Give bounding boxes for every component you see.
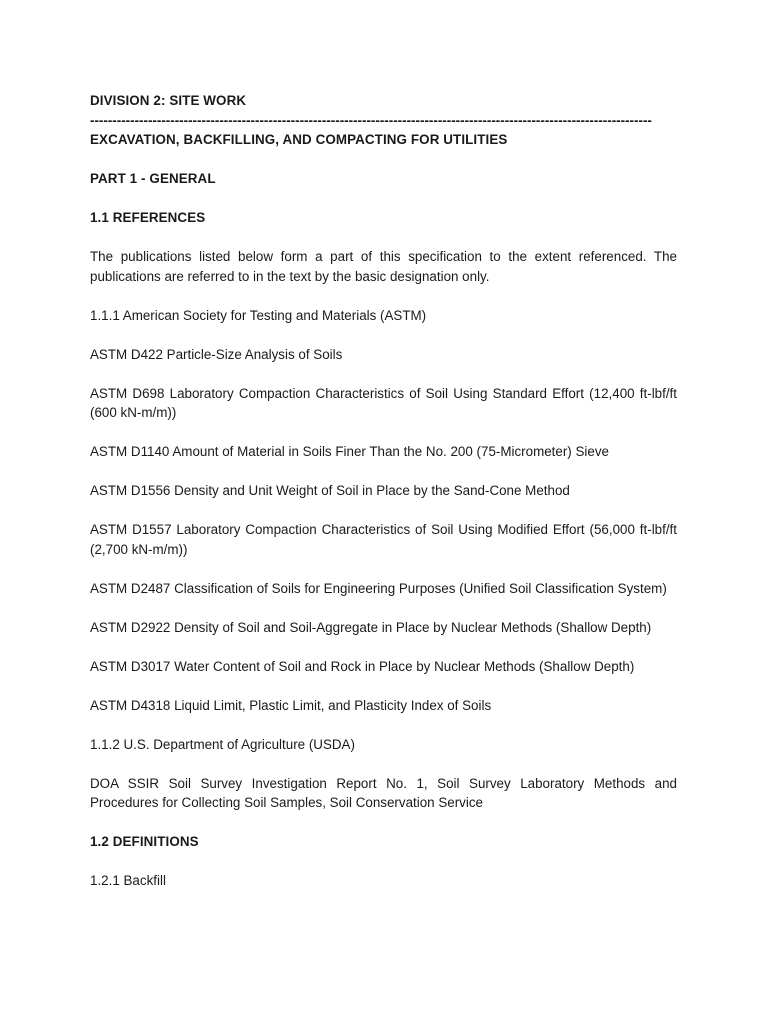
reference-item: ASTM D698 Laboratory Compaction Characteristics of Soil Using Standard Effort (12,400 ft-lbf/ft (600 kN-m/m)) [90, 385, 677, 420]
references-heading: 1.1 REFERENCES [90, 210, 206, 225]
reference-item: ASTM D2922 Density of Soil and Soil-Aggregate in Place by Nuclear Methods (Shallow Depth) [90, 619, 652, 635]
reference-item: ASTM D4318 Liquid Limit, Plastic Limit, and Plasticity Index of Soils [90, 697, 492, 713]
definitions-heading: 1.2 DEFINITIONS [90, 834, 199, 849]
document-page [90, 91, 677, 891]
reference-item: ASTM D3017 Water Content of Soil and Rock in Place by Nuclear Methods (Shallow Depth) [90, 658, 635, 674]
divider-rule: ------------------------------------------------------------------------------------------------------------------------------ [90, 112, 652, 128]
astm-subheading: 1.1.1 American Society for Testing and Materials (ASTM) [90, 307, 427, 323]
reference-item: DOA SSIR Soil Survey Investigation Report No. 1, Soil Survey Laboratory Methods and Procedures for Collecting Soil Samples, Soil Conservation Service [90, 775, 677, 810]
reference-item: ASTM D1557 Laboratory Compaction Characteristics of Soil Using Modified Effort (56,000 ft-lbf/ft (2,700 kN-m/m)) [90, 522, 677, 557]
division-heading: DIVISION 2: SITE WORK [90, 93, 247, 108]
part-heading: PART 1 - GENERAL [90, 171, 216, 186]
backfill-subheading: 1.2.1 Backfill [90, 873, 166, 888]
intro-paragraph: The publications listed below form a part of this specification to the extent referenced. The publications are referred to in the text by the basic designation only. [90, 249, 677, 284]
usda-subheading: 1.1.2 U.S. Department of Agriculture (USDA) [90, 736, 355, 752]
section-title: EXCAVATION, BACKFILLING, AND COMPACTING FOR UTILITIES [90, 132, 508, 147]
reference-item: ASTM D422 Particle-Size Analysis of Soils [90, 346, 343, 362]
reference-item: ASTM D2487 Classification of Soils for Engineering Purposes (Unified Soil Classification System) [90, 580, 667, 596]
reference-item: ASTM D1556 Density and Unit Weight of Soil in Place by the Sand-Cone Method [90, 483, 570, 498]
reference-item: ASTM D1140 Amount of Material in Soils Finer Than the No. 200 (75-Micrometer) Sieve [90, 444, 609, 459]
